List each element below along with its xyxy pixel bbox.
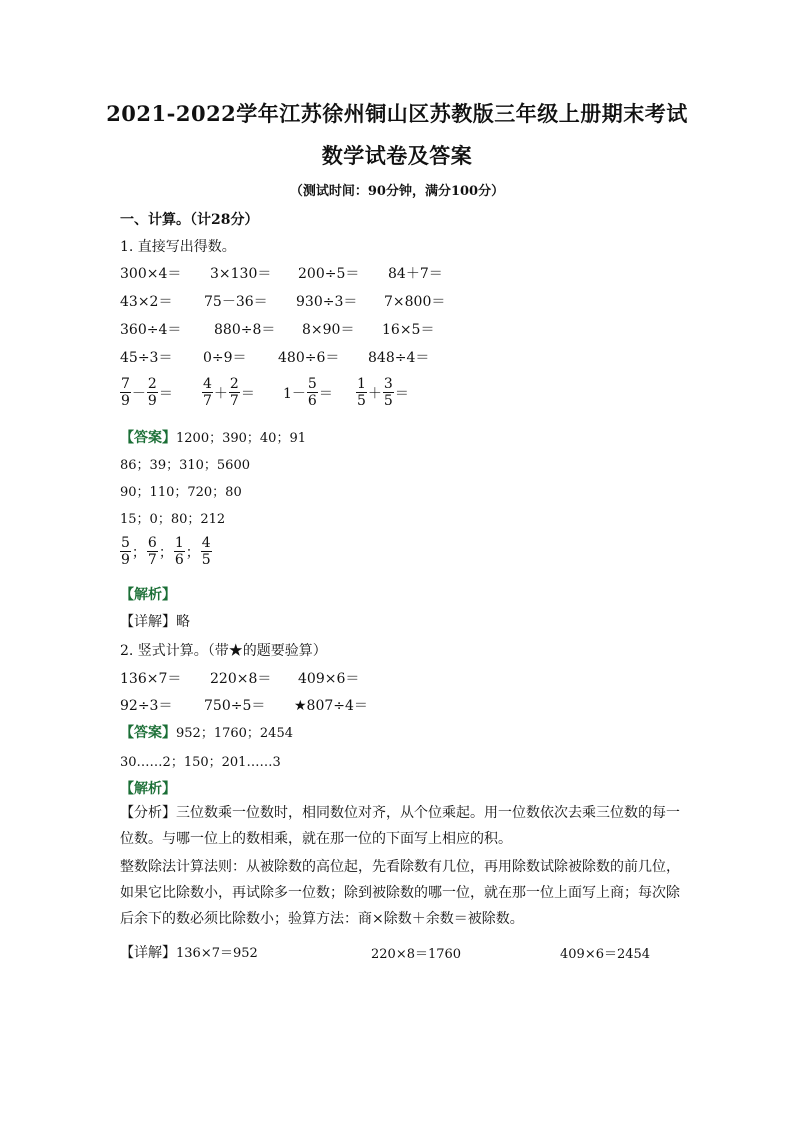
- fraction: $\frac{2}{7}$: [229, 376, 239, 409]
- detail-tag: 【详解】: [120, 945, 176, 961]
- q1-item: 200÷5＝: [298, 266, 360, 282]
- fraction: $\frac{2}{9}$: [147, 376, 157, 409]
- title-line-1: 2021-2022学年江苏徐州铜山区苏教版三年级上册期末考试: [106, 101, 688, 126]
- q1-item: 45÷3＝: [120, 350, 173, 366]
- fraction: $\frac{4}{7}$: [203, 376, 212, 409]
- q1-item: 84＋7＝: [388, 266, 443, 282]
- q1-item: 360÷4＝: [120, 322, 182, 338]
- fraction: $\frac{4}{5}$: [201, 535, 211, 568]
- answer-line: 【答案】1200；390；40；91: [120, 430, 306, 446]
- division-rule-paragraph: 整数除法计算法则：从被除数的高位起，先看除数有几位，再用除数试除被除数的前几位，如果它比除数小，再试除多一位数；除到被除数的哪一位，就在那一位上面写上商；每次除后余下的数必须比除数小；验算方法：商×除数＋余数＝被除数。: [120, 859, 680, 927]
- q1-item: 7×800＝: [384, 294, 446, 310]
- q1-item: 0÷9＝: [203, 350, 247, 366]
- fenxi-tag: 【分析】: [120, 805, 176, 821]
- fraction: $\frac{5}{9}$: [121, 535, 130, 568]
- answer-line: 90；110；720；80: [120, 485, 242, 500]
- fraction-expression: $\frac{4}{7}$ ＋ $\frac{2}{7}$ ＝: [203, 376, 255, 409]
- exam-meta: （测试时间：90分钟，满分100分）: [289, 184, 505, 199]
- q2-item: 92÷3＝: [120, 698, 173, 714]
- answer-line: 15；0；80；212: [120, 512, 226, 527]
- fraction-expression: $\frac{1}{5}$ ＋ $\frac{3}{5}$ ＝: [357, 376, 409, 409]
- q1-item: 75－36＝: [204, 294, 268, 310]
- q1-item: 43×2＝: [120, 294, 173, 310]
- q2-item: 750÷5＝: [204, 698, 266, 714]
- fraction: $\frac{7}{9}$: [121, 376, 130, 409]
- answer-line: 86；39；310；5600: [120, 458, 250, 473]
- answer-line: 【答案】952；1760；2454: [120, 725, 293, 741]
- analysis-tag: 【解析】: [120, 781, 176, 797]
- fraction: $\frac{5}{6}$: [307, 376, 317, 409]
- q1-item: 8×90＝: [302, 322, 355, 338]
- q1-item: 930÷3＝: [296, 294, 358, 310]
- q1-item: 880÷8＝: [214, 322, 276, 338]
- answer-tag: 【答案】: [120, 430, 176, 446]
- q1-item: 480÷6＝: [278, 350, 340, 366]
- q2-item: 409×6＝: [298, 671, 360, 687]
- fraction: $\frac{3}{5}$: [383, 376, 393, 409]
- q1-item: 300×4＝: [120, 266, 182, 282]
- fraction: $\frac{6}{7}$: [147, 535, 157, 568]
- detail-tag: 【详解】: [120, 614, 176, 630]
- fraction-expression: $\frac{7}{9}$ － $\frac{2}{9}$ ＝: [121, 376, 173, 409]
- q1-item: 848÷4＝: [368, 350, 430, 366]
- title-line-2: 数学试卷及答案: [321, 143, 473, 168]
- question-2-heading: 2. 竖式计算。（带★的题要验算）: [120, 643, 327, 659]
- q1-item: 3×130＝: [210, 266, 272, 282]
- detail-item: 409×6＝2454: [560, 947, 651, 962]
- q1-item: 16×5＝: [382, 322, 435, 338]
- answer-tag: 【答案】: [120, 725, 176, 741]
- analysis-tag: 【解析】: [120, 587, 176, 603]
- fraction-expression: 1－ $\frac{5}{6}$ ＝: [283, 376, 333, 409]
- fraction: $\frac{1}{5}$: [357, 376, 366, 409]
- q2-item: 220×8＝: [210, 671, 272, 687]
- answer-fractions: $\frac{5}{9}$ ； $\frac{6}{7}$ ； $\frac{1}{6}$ ； $\frac{4}{5}$: [121, 535, 211, 568]
- answer-line: 30……2；150；201……3: [120, 755, 281, 770]
- question-1-heading: 1. 直接写出得数。: [120, 239, 236, 255]
- q2-item: ★807÷4＝: [294, 698, 368, 714]
- q2-item: 136×7＝: [120, 671, 182, 687]
- section-heading: 一、计算。（计28分）: [120, 212, 259, 228]
- detail-line: 【详解】136×7＝952: [120, 945, 258, 961]
- fraction: $\frac{1}{6}$: [174, 535, 184, 568]
- analysis-paragraph: 【分析】三位数乘一位数时，相同数位对齐，从个位乘起。用一位数依次去乘三位数的每一位数。与哪一位上的数相乘，就在那一位的下面写上相应的积。: [120, 805, 680, 847]
- detail-line: 【详解】略: [120, 614, 190, 630]
- detail-item: 220×8＝1760: [371, 947, 462, 962]
